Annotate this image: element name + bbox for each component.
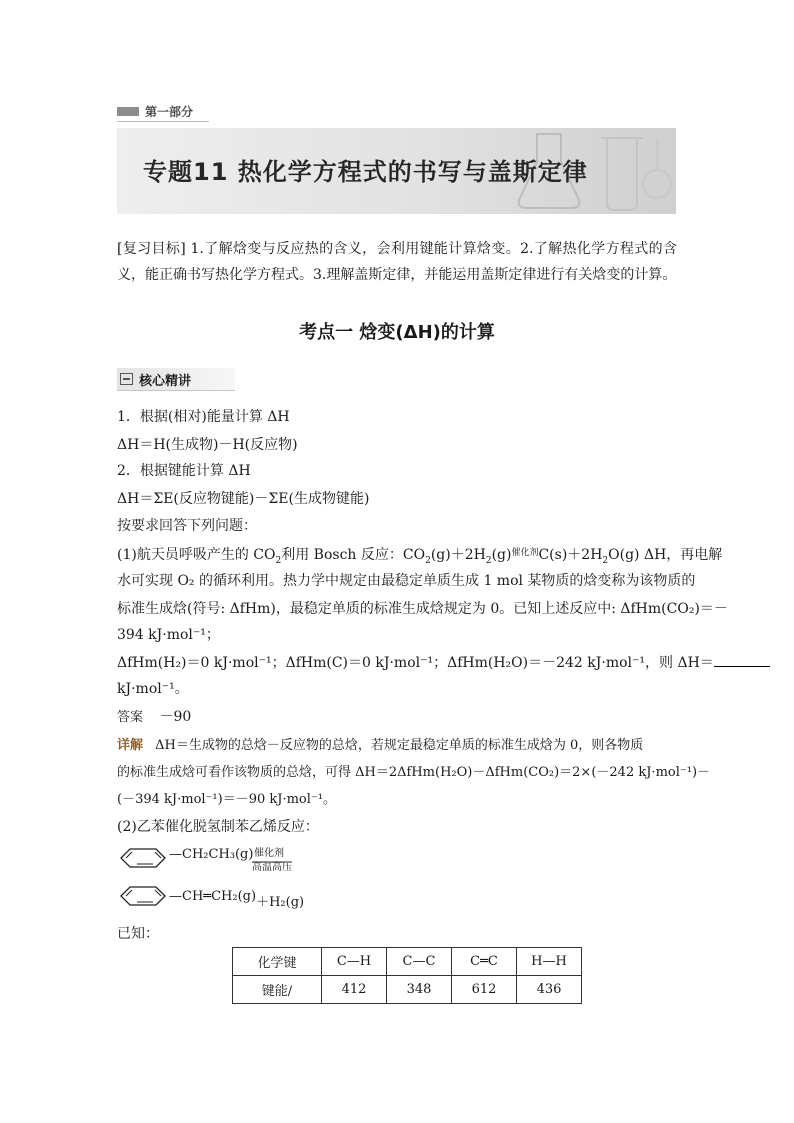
product-text: —CH═CH₂(g)	[169, 889, 257, 904]
table-cell: C═C	[452, 948, 517, 976]
table-cell: 348	[387, 976, 452, 1004]
q1-answer	[117, 704, 677, 731]
table-cell: 键能/	[233, 976, 322, 1004]
table-cell: 612	[452, 976, 517, 1004]
chapter-title: 专题11 热化学方程式的书写与盖斯定律	[143, 158, 588, 186]
table-cell: 化学键	[233, 948, 322, 976]
topic-title: 考点一 焓变(ΔH)的计算	[299, 322, 495, 343]
product-hydrogen: ＋H₂(g)	[256, 895, 305, 910]
condition-high-temp: 高温高压	[252, 862, 292, 873]
q1-text-f: O(g) ΔH，再电解	[608, 547, 723, 563]
chapter-banner	[117, 128, 676, 214]
question-prompt: 按要求回答下列问题：	[117, 518, 257, 534]
q1-text-c: (g)＋2H	[430, 547, 486, 563]
detail-label: 详解	[117, 738, 144, 753]
table-header-row	[233, 948, 582, 976]
point-2-formula: ΔH＝ΣE(反应物键能)－ΣE(生成物键能)	[117, 491, 370, 507]
review-objectives: [复习目标] 1.了解焓变与反应热的含义，会利用键能计算焓变。2.了解热化学方程式的含义，能正确书写热化学方程式。3.理解盖斯定律，并能运用盖斯定律进行有关焓变的计算。	[117, 241, 677, 283]
q1-text-d: (g)	[491, 547, 512, 563]
answer-label: 答案	[117, 710, 144, 725]
q1-detail-line-3: (－394 kJ·mol⁻¹)＝－90 kJ·mol⁻¹。	[117, 792, 336, 807]
point-1-title: 1．根据(相对)能量计算 ΔH	[117, 409, 290, 425]
known-label: 已知：	[117, 926, 159, 942]
q1-text-a: (1)航天员呼吸产生的 CO	[117, 547, 276, 563]
q1-line-5	[117, 650, 714, 676]
q1-detail-line-2: 的标准生成焓可看作该物质的总焓，可得 ΔH＝2ΔfHm(H₂O)－ΔfHm(CO₂)＝2×(－242 kJ·mol⁻¹)－	[117, 765, 711, 780]
part-label-bar	[117, 103, 209, 122]
point-1-formula: ΔH＝H(生成物)－H(反应物)	[117, 437, 298, 453]
q1-line-4: 394 kJ·mol⁻¹；	[117, 627, 220, 643]
notebook-icon	[120, 373, 133, 385]
table-cell: 412	[322, 976, 387, 1004]
condition-catalyst: 催化剂	[254, 848, 284, 859]
bond-energy-table	[232, 947, 582, 1004]
product-formula	[169, 885, 305, 910]
table-cell: C—C	[387, 948, 452, 976]
table-row	[233, 976, 582, 1004]
table-cell: 436	[517, 976, 582, 1004]
part-label-block	[117, 107, 139, 116]
q1-text-e: C(s)＋2H	[538, 547, 603, 563]
benzene-ring-icon	[117, 885, 169, 907]
q1-line-1: (1)航天员呼吸产生的 $CO_2$利用 Bosch 反应：$CO_2(g)+2H_2(g)^{催化剂}C(s)+2H_2O(g)$ ΔH，再电解	[117, 547, 723, 566]
answer-value: －90	[159, 709, 192, 725]
section-label: 核心精讲	[139, 374, 192, 389]
q1-line-5-text: ΔfHm(H₂)＝0 kJ·mol⁻¹；ΔfHm(C)＝0 kJ·mol⁻¹；ΔfHm(H₂O)＝－242 kJ·mol⁻¹，则 ΔH＝	[117, 655, 714, 671]
q1-text-b: 利用 Bosch 反应：CO	[281, 547, 426, 563]
detail-text-1: ΔH＝生成物的总焓－反应物的总焓，若规定最稳定单质的标准生成焓为 0，则各物质	[155, 738, 644, 753]
reactant-formula: —CH₂CH₃(g)	[169, 847, 254, 862]
part-label: 第一部分	[145, 105, 194, 119]
answer-blank[interactable]	[714, 652, 770, 667]
q1-line-2: 水可实现 O₂ 的循环利用。热力学中规定由最稳定单质生成 1 mol 某物质的焓变称为该物质的	[117, 573, 696, 589]
benzene-ring-icon	[117, 847, 169, 869]
table-cell: H—H	[517, 948, 582, 976]
q1-detail-line-1	[117, 733, 677, 759]
q1-catalyst: 催化剂	[511, 548, 539, 558]
q1-line-3: 标准生成焓(符号: ΔfHm)，最稳定单质的标准生成焓规定为 0。已知上述反应中: ΔfHm(CO₂)＝－	[117, 601, 728, 617]
table-cell: C—H	[322, 948, 387, 976]
point-2-title: 2．根据键能计算 ΔH	[117, 463, 251, 479]
q2-intro: (2)乙苯催化脱氢制苯乙烯反应：	[117, 819, 319, 835]
q1-line-6: kJ·mol⁻¹。	[117, 681, 189, 697]
section-header	[117, 368, 235, 391]
